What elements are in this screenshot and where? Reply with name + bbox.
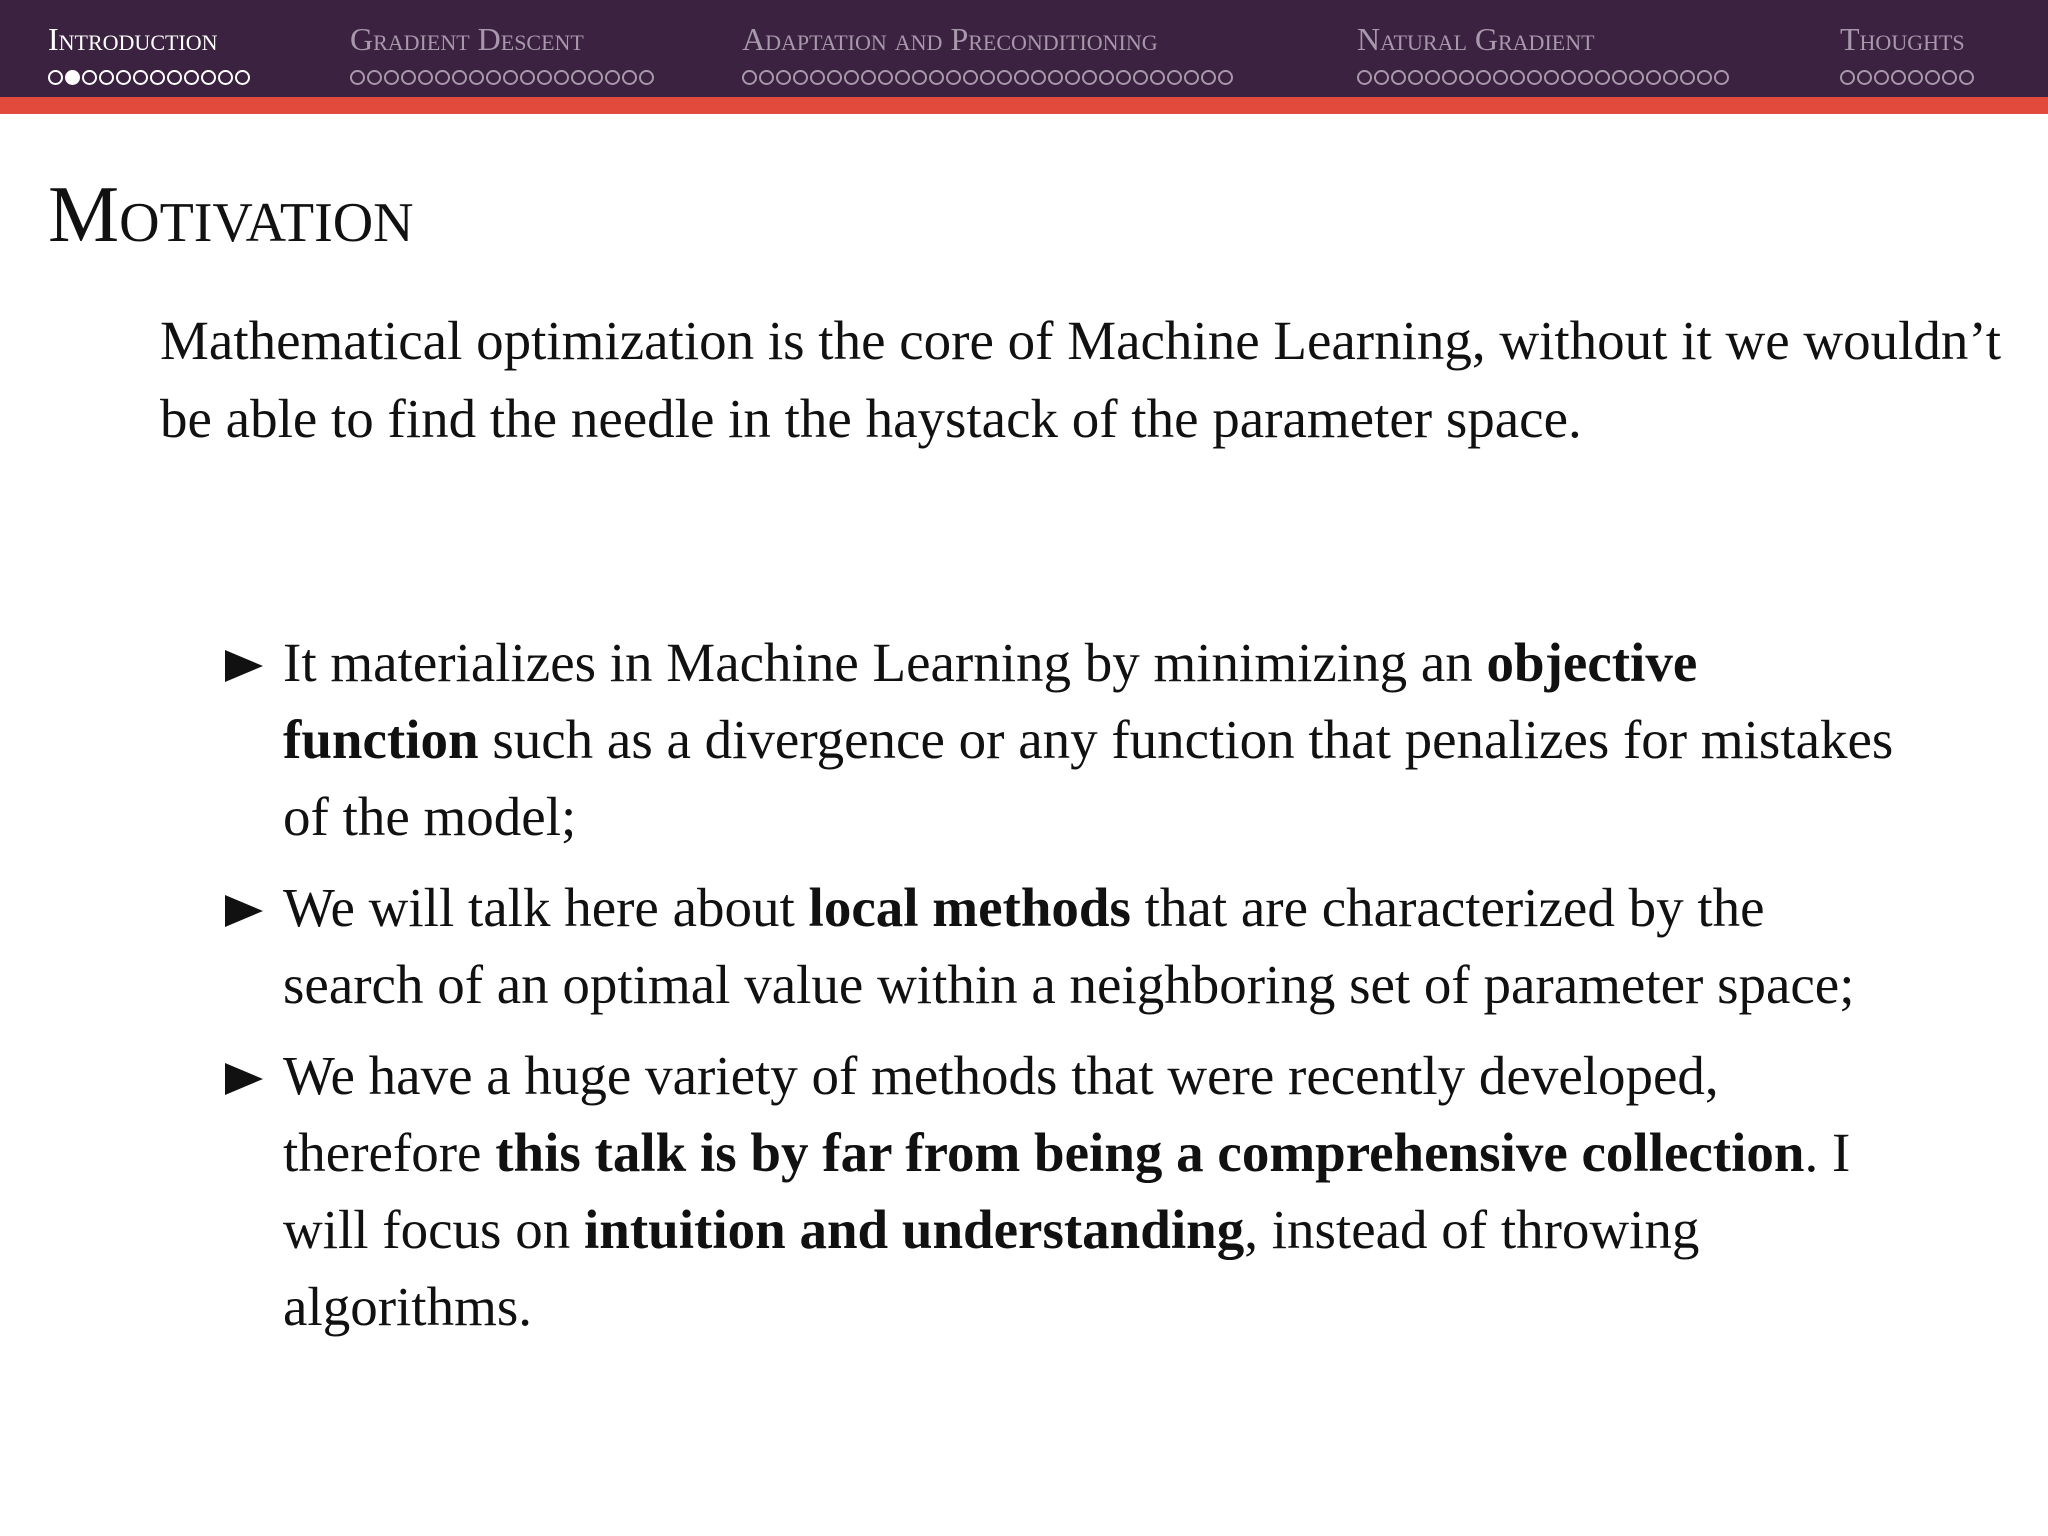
nav-slide-dot[interactable] [452,70,467,85]
nav-slide-dot[interactable] [844,70,859,85]
nav-slide-dot[interactable] [1031,70,1046,85]
nav-slide-dot[interactable] [1561,70,1576,85]
triangle-bullet-icon [225,1063,263,1095]
nav-slide-dot[interactable] [1697,70,1712,85]
nav-slide-dot[interactable] [167,70,182,85]
nav-slide-dot[interactable] [435,70,450,85]
nav-slide-dot[interactable] [1116,70,1131,85]
nav-slide-dot[interactable] [520,70,535,85]
nav-slide-dot[interactable] [1201,70,1216,85]
nav-slide-dot[interactable] [1442,70,1457,85]
bullet-item [225,869,1905,1023]
bullet-text: . I will focus on [283,1122,1851,1260]
nav-slide-dot[interactable] [1646,70,1661,85]
nav-slide-dot[interactable] [1374,70,1389,85]
nav-slide-dot[interactable] [1714,70,1729,85]
nav-slide-dot[interactable] [1493,70,1508,85]
nav-slide-dot[interactable] [1942,70,1957,85]
nav-slide-dot[interactable] [418,70,433,85]
triangle-bullet-icon [225,650,263,682]
nav-slide-dot[interactable] [503,70,518,85]
nav-section-title[interactable]: Adaptation and Preconditioning [742,21,1158,57]
nav-slide-dot[interactable] [878,70,893,85]
nav-slide-dot[interactable] [1357,70,1372,85]
nav-section-introduction[interactable] [48,20,250,88]
bullet-text: that are characterized by the search of an optimal value within a neighboring set of parameter space; [283,877,1855,1015]
nav-section-natural-gradient[interactable] [1357,20,1729,88]
bullet-emphasis: intuition and understanding [583,1199,1245,1260]
bullet-item [225,1037,1905,1345]
triangle-bullet-icon [225,895,263,927]
nav-slide-dot[interactable] [1544,70,1559,85]
bullet-list [225,624,1905,1359]
nav-slide-dot[interactable] [133,70,148,85]
nav-slide-dot[interactable] [1167,70,1182,85]
nav-slide-dot[interactable] [218,70,233,85]
nav-slide-dot[interactable] [827,70,842,85]
bullet-emphasis: this talk is by far from being a comprehensive collection [495,1122,1805,1183]
bullet-text: such as a divergence or any function that penalizes for mistakes of the model; [283,709,1894,847]
nav-slide-dot[interactable] [1048,70,1063,85]
nav-slide-dots [742,68,1233,88]
nav-slide-dot[interactable] [350,70,365,85]
nav-slide-dot[interactable] [1408,70,1423,85]
nav-slide-dot[interactable] [1959,70,1974,85]
nav-slide-dot[interactable] [929,70,944,85]
bullet-text: , instead of throwing algorithms. [283,1199,1700,1337]
nav-slide-dot[interactable] [980,70,995,85]
nav-slide-dot[interactable] [1908,70,1923,85]
nav-slide-dot[interactable] [367,70,382,85]
bullet-text: We have a huge variety of methods that were recently developed, therefore [283,1045,1719,1183]
nav-slide-dot[interactable] [1663,70,1678,85]
nav-slide-dot[interactable] [469,70,484,85]
nav-slide-dot[interactable] [150,70,165,85]
nav-slide-dot[interactable] [810,70,825,85]
nav-slide-dot[interactable] [1065,70,1080,85]
nav-slide-dot[interactable] [759,70,774,85]
nav-slide-dot[interactable] [184,70,199,85]
nav-section-adaptation-preconditioning[interactable] [742,20,1233,88]
nav-slide-dot[interactable] [1680,70,1695,85]
nav-slide-dot[interactable] [1082,70,1097,85]
nav-slide-dot[interactable] [1133,70,1148,85]
nav-section-gradient-descent[interactable] [350,20,654,88]
nav-section-title[interactable]: Natural Gradient [1357,21,1595,57]
nav-slide-dot[interactable] [861,70,876,85]
nav-slide-dot[interactable] [1612,70,1627,85]
nav-slide-dot[interactable] [793,70,808,85]
intro-paragraph: Mathematical optimization is the core of Machine Learning, without it we wouldn’t be able to find the needle in the haystack of the parameter space. [160,310,2001,449]
nav-slide-dot[interactable] [1391,70,1406,85]
bullet-text: We will talk here about [283,877,809,938]
nav-slide-dot[interactable] [776,70,791,85]
nav-slide-dot[interactable] [1840,70,1855,85]
nav-slide-dot[interactable] [384,70,399,85]
nav-slide-dot[interactable] [201,70,216,85]
nav-slide-dot[interactable] [639,70,654,85]
nav-slide-dot[interactable] [537,70,552,85]
nav-slide-dot[interactable] [895,70,910,85]
nav-slide-dot[interactable] [946,70,961,85]
nav-section-thoughts[interactable] [1840,20,1974,88]
slide-title: Motivation [48,171,414,259]
nav-slide-dot[interactable] [605,70,620,85]
nav-slide-dot[interactable] [963,70,978,85]
nav-slide-dot[interactable] [622,70,637,85]
nav-slide-dot[interactable] [116,70,131,85]
nav-slide-dot[interactable] [401,70,416,85]
section-navigation-bar [0,0,2048,97]
nav-section-title[interactable]: Thoughts [1840,21,1965,57]
nav-slide-dot[interactable] [1629,70,1644,85]
nav-slide-dot[interactable] [1099,70,1114,85]
nav-slide-dot[interactable] [48,70,63,85]
nav-slide-dot[interactable] [588,70,603,85]
nav-slide-dot[interactable] [1857,70,1872,85]
nav-slide-dot[interactable] [235,70,250,85]
nav-slide-dot[interactable] [1510,70,1525,85]
bullet-emphasis: objective function [283,632,1698,770]
nav-section-title[interactable]: Gradient Descent [350,21,584,57]
nav-slide-dot[interactable] [99,70,114,85]
nav-slide-dot[interactable] [1595,70,1610,85]
nav-slide-dot[interactable] [1527,70,1542,85]
nav-slide-dots [1357,68,1729,88]
nav-slide-dot[interactable] [1014,70,1029,85]
nav-slide-dot[interactable] [742,70,757,85]
bullet-text: It materializes in Machine Learning by minimizing an [283,632,1487,693]
nav-slide-dot[interactable] [1184,70,1199,85]
nav-slide-dot[interactable] [82,70,97,85]
nav-slide-dots [48,68,250,88]
nav-slide-dot[interactable] [1218,70,1233,85]
nav-slide-dot[interactable] [1891,70,1906,85]
nav-slide-dot[interactable] [1459,70,1474,85]
nav-slide-dot[interactable] [1150,70,1165,85]
nav-slide-dot[interactable] [554,70,569,85]
nav-slide-dot-current[interactable] [65,70,80,85]
bullet-emphasis: local methods [808,877,1131,938]
bullet-item [225,624,1905,855]
nav-section-title[interactable]: Introduction [48,21,218,57]
nav-slide-dot[interactable] [571,70,586,85]
nav-slide-dot[interactable] [1578,70,1593,85]
nav-slide-dots [350,68,654,88]
nav-slide-dot[interactable] [486,70,501,85]
accent-divider-bar [0,97,2048,114]
nav-slide-dot[interactable] [1476,70,1491,85]
nav-slide-dot[interactable] [1925,70,1940,85]
nav-slide-dot[interactable] [997,70,1012,85]
nav-slide-dot[interactable] [1425,70,1440,85]
nav-slide-dots [1840,68,1974,88]
nav-slide-dot[interactable] [1874,70,1889,85]
nav-slide-dot[interactable] [912,70,927,85]
